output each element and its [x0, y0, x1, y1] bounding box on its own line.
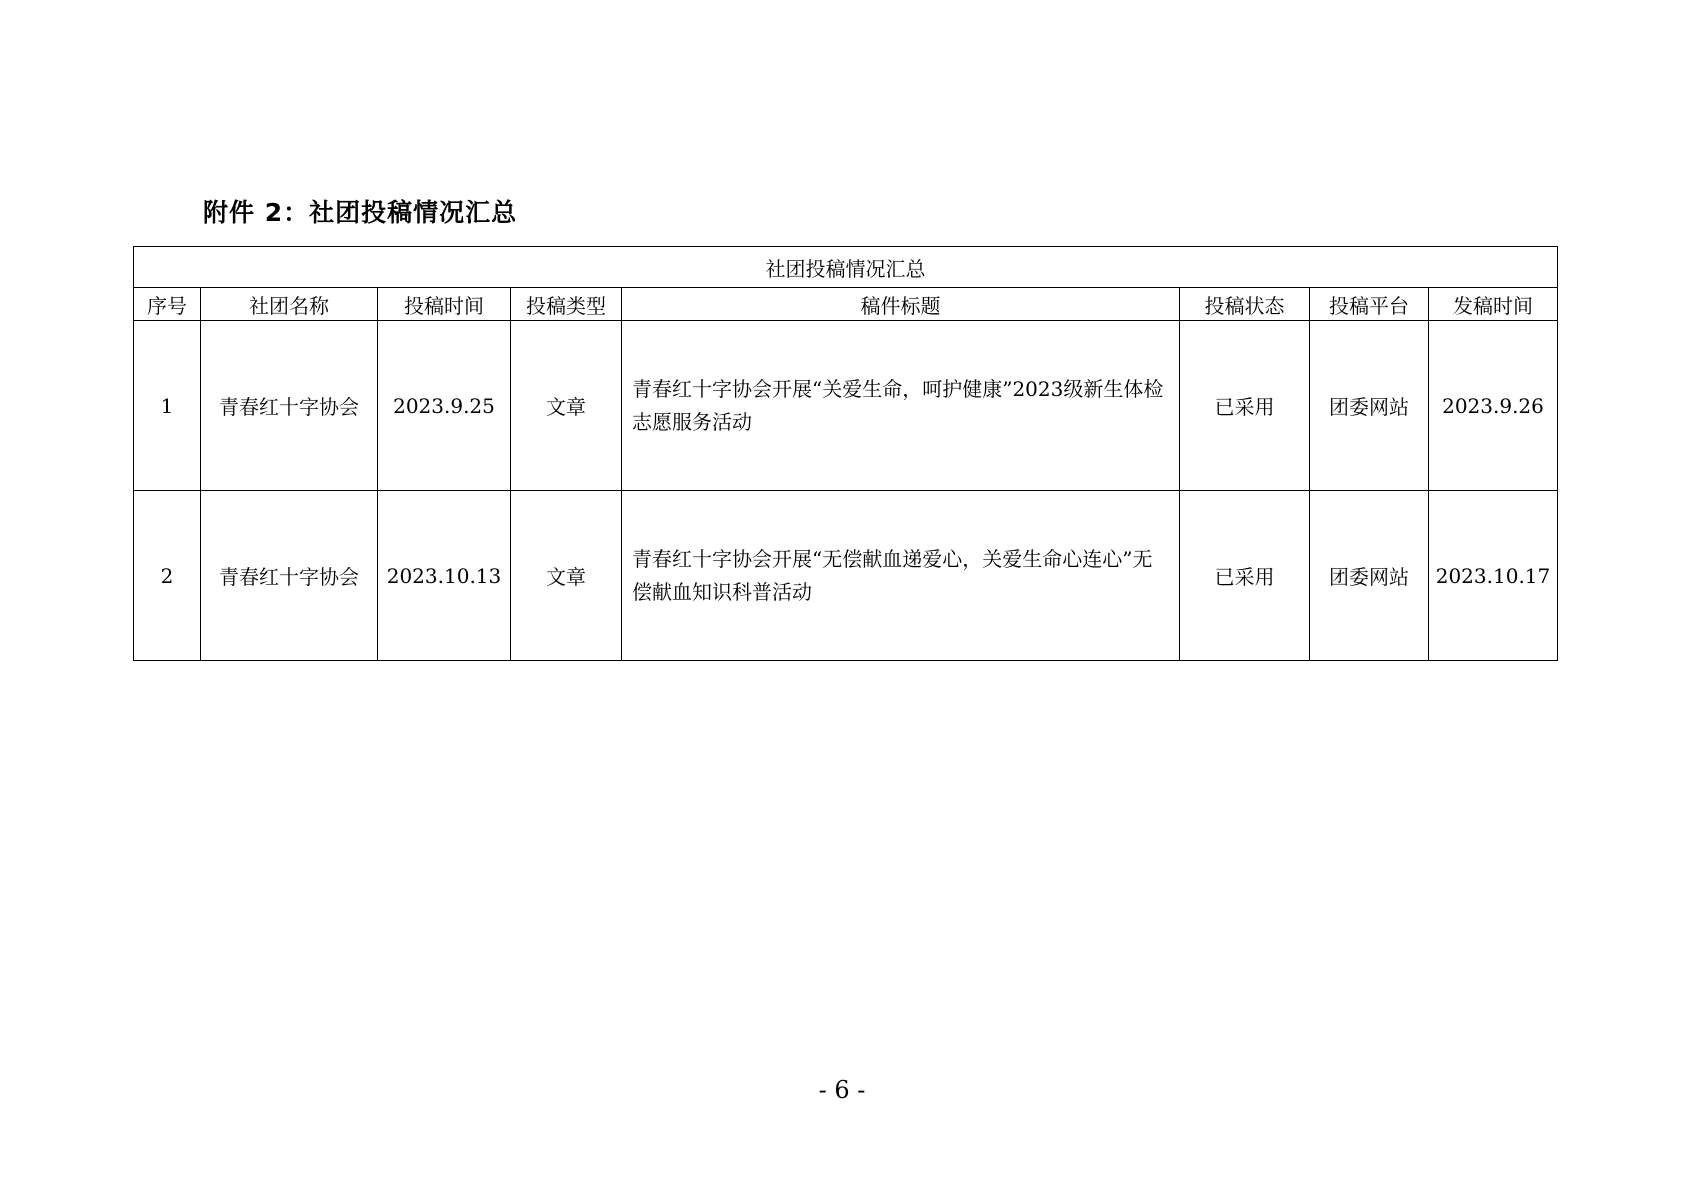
cell-club: 青春红十字协会: [201, 491, 378, 661]
col-header-type: 投稿类型: [511, 288, 622, 321]
attachment-heading: 附件 2：社团投稿情况汇总: [203, 198, 518, 227]
cell-platform: 团委网站: [1310, 491, 1429, 661]
cell-club: 青春红十字协会: [201, 321, 378, 491]
cell-platform: 团委网站: [1310, 321, 1429, 491]
cell-submit-date: 2023.9.25: [378, 321, 511, 491]
cell-index: 2: [134, 491, 201, 661]
cell-status: 已采用: [1180, 491, 1310, 661]
col-header-index: 序号: [134, 288, 201, 321]
table-row: [134, 491, 1558, 661]
cell-type: 文章: [511, 321, 622, 491]
col-header-publish-date: 发稿时间: [1429, 288, 1558, 321]
cell-status: 已采用: [1180, 321, 1310, 491]
page-number: - 6 -: [818, 1076, 866, 1104]
table-caption: 社团投稿情况汇总: [134, 247, 1558, 288]
col-header-title: 稿件标题: [622, 288, 1180, 321]
cell-submit-date: 2023.10.13: [378, 491, 511, 661]
col-header-status: 投稿状态: [1180, 288, 1310, 321]
col-header-submit-date: 投稿时间: [378, 288, 511, 321]
submission-summary-table: [133, 246, 1558, 661]
cell-type: 文章: [511, 491, 622, 661]
cell-index: 1: [134, 321, 201, 491]
cell-publish-date: 2023.10.17: [1429, 491, 1558, 661]
col-header-platform: 投稿平台: [1310, 288, 1429, 321]
cell-publish-date: 2023.9.26: [1429, 321, 1558, 491]
cell-title: 青春红十字协会开展“关爱生命，呵护健康”2023级新生体检志愿服务活动: [622, 321, 1180, 491]
cell-title: 青春红十字协会开展“无偿献血递爱心，关爱生命心连心”无偿献血知识科普活动: [622, 491, 1180, 661]
col-header-club: 社团名称: [201, 288, 378, 321]
table-row: [134, 321, 1558, 491]
